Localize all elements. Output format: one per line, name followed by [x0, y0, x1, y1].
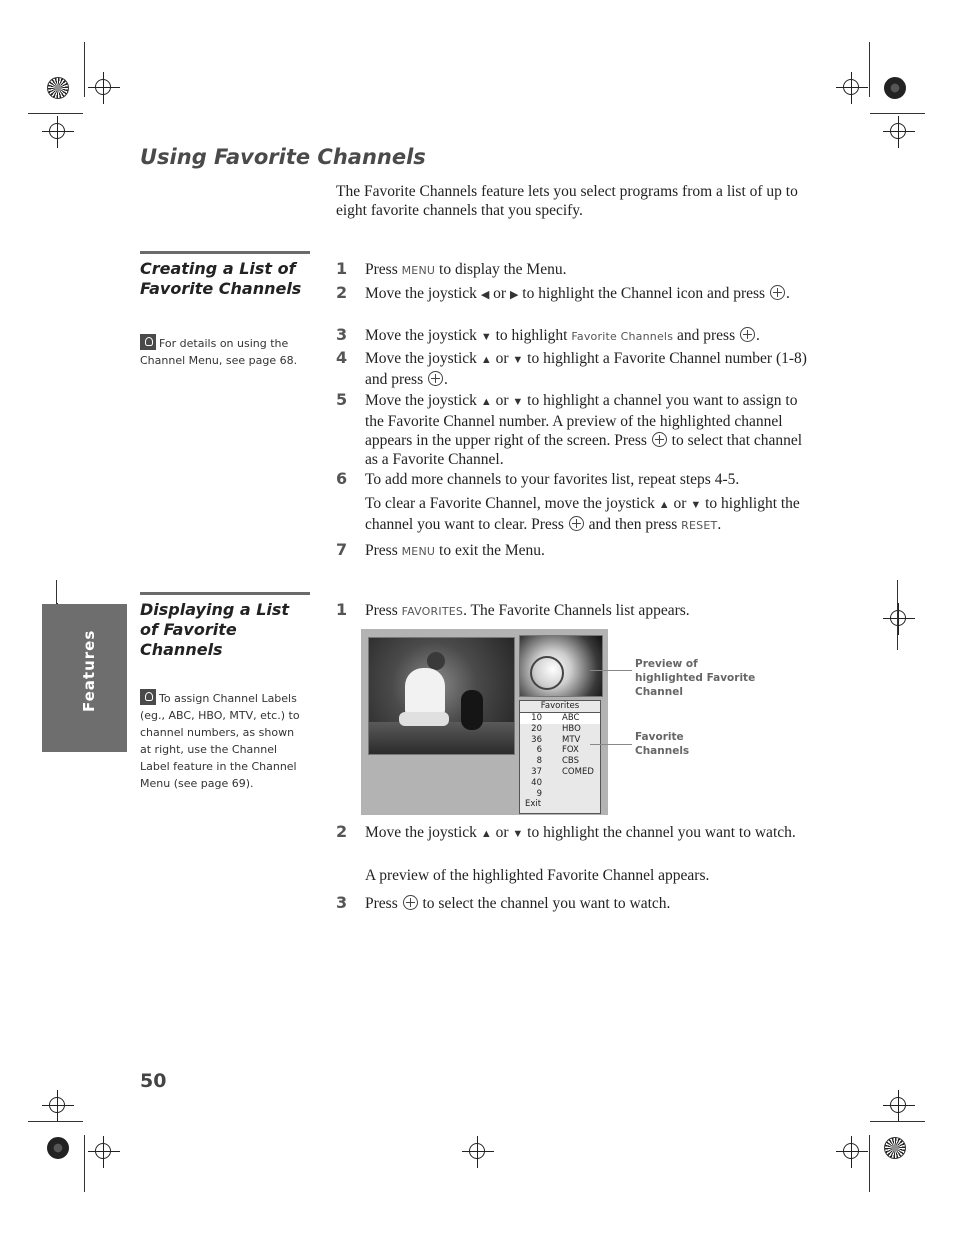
step-text: Press MENU to display the Menu. — [365, 261, 567, 278]
callout-preview: Preview of highlighted Favorite Channel — [635, 658, 756, 698]
registration-mark-icon — [884, 1137, 906, 1159]
step-number: 6 — [336, 469, 348, 488]
arrow-down-icon: ▼ — [480, 331, 492, 343]
section-rule — [140, 251, 310, 254]
crosshair-mark-icon — [95, 1143, 111, 1159]
lightbulb-tip-icon — [140, 689, 156, 705]
step-text: Press to select the channel you want to watch. — [365, 895, 671, 912]
joystick-button-icon — [740, 327, 755, 342]
step-number: 1 — [336, 259, 348, 278]
lightbulb-tip-icon — [140, 334, 156, 350]
crosshair-mark-icon — [843, 79, 859, 95]
arrow-down-icon: ▼ — [512, 354, 524, 366]
crosshair-mark-icon — [49, 1097, 65, 1113]
crop-mark — [84, 42, 85, 97]
step-text: Move the joystick ▲ or ▼ to highlight the channel you want to watch. — [365, 824, 796, 841]
arrow-up-icon: ▲ — [480, 354, 492, 366]
section-heading-displaying: Displaying a List of Favorite Channels — [140, 600, 290, 659]
section-rule — [140, 592, 310, 595]
favorites-list-title: Favorites — [520, 701, 600, 713]
joystick-button-icon — [569, 516, 584, 531]
arrow-down-icon: ▼ — [512, 828, 524, 840]
arrow-down-icon: ▼ — [512, 396, 524, 408]
arrow-down-icon: ▼ — [690, 499, 702, 511]
crosshair-mark-icon — [890, 1097, 906, 1113]
crosshair-mark-icon — [890, 610, 906, 626]
crop-mark — [28, 1121, 83, 1122]
list-item: 36 MTV — [531, 734, 581, 745]
list-item: 20 HBO — [531, 723, 581, 734]
registration-mark-icon — [884, 77, 906, 99]
arrow-up-icon: ▲ — [658, 499, 670, 511]
step-number: 2 — [336, 822, 348, 841]
favorites-list — [519, 700, 601, 814]
reset-key-label: RESET — [681, 519, 718, 532]
step-text: Press FAVORITES. The Favorite Channels list appears. — [365, 602, 690, 619]
menu-key-label: MENU — [401, 264, 436, 277]
joystick-button-icon — [652, 432, 667, 447]
step-text: Move the joystick ▼ to highlight Favorite Channels and press . — [365, 327, 760, 344]
step-text: Press MENU to exit the Menu. — [365, 542, 545, 559]
list-item: 40 — [531, 777, 542, 788]
list-item: 9 — [536, 788, 542, 799]
callout-favorites: Favorite Channels — [635, 731, 690, 757]
side-tab-label: Features — [80, 629, 98, 712]
preview-window — [519, 635, 603, 697]
crosshair-mark-icon — [95, 79, 111, 95]
crop-mark — [870, 113, 925, 114]
arrow-right-icon: ▶ — [509, 289, 519, 301]
step-number: 3 — [336, 325, 348, 344]
step-note: A preview of the highlighted Favorite Channel appears. — [365, 867, 710, 884]
callout-line — [590, 744, 632, 745]
joystick-button-icon — [770, 285, 785, 300]
menu-item-label: Favorite Channels — [571, 330, 674, 343]
page-title: Using Favorite Channels — [140, 145, 426, 169]
main-picture — [368, 637, 515, 755]
side-tab — [42, 604, 127, 752]
step-number: 7 — [336, 540, 348, 559]
crop-mark — [869, 42, 870, 97]
intro-paragraph: The Favorite Channels feature lets you select programs from a list of up to eight favorite channels that you specify. — [336, 183, 798, 219]
tip-note: To assign Channel Labels (eg., ABC, HBO, MTV, etc.) to channel numbers, as shown at right, use the Channel Label feature in the Channel Menu (see page 69). — [140, 689, 308, 792]
crosshair-mark-icon — [843, 1143, 859, 1159]
crosshair-mark-icon — [49, 123, 65, 139]
menu-key-label: MENU — [401, 545, 436, 558]
step-text: Move the joystick ◀ or ▶ to highlight the Channel icon and press . — [365, 285, 790, 302]
registration-mark-icon — [47, 77, 69, 99]
section-heading-creating: Creating a List of Favorite Channels — [140, 259, 302, 298]
step-number: 1 — [336, 600, 348, 619]
list-item: 6 FOX — [536, 745, 579, 756]
crop-mark — [869, 1135, 870, 1192]
step-text: Move the joystick ▲ or ▼ to highlight a Favorite Channel number (1-8) and press . — [365, 350, 807, 388]
step-text: Move the joystick ▲ or ▼ to highlight a channel you want to assign to the Favorite Channel number. A preview of the highlighted channel appears in the upper right of the screen. Press to select that channel as a Favorite Channel. — [365, 392, 803, 468]
joystick-button-icon — [403, 895, 418, 910]
list-item: 37 COMED — [531, 766, 594, 777]
callout-line — [590, 670, 632, 671]
tip-note: For details on using the Channel Menu, see page 68. — [140, 334, 308, 369]
arrow-up-icon: ▲ — [480, 828, 492, 840]
crosshair-mark-icon — [469, 1143, 485, 1159]
list-item: 10 ABC — [520, 713, 600, 724]
favorites-key-label: FAVORITES — [401, 605, 464, 618]
arrow-left-icon: ◀ — [480, 289, 490, 301]
step-number: 5 — [336, 390, 348, 409]
arrow-up-icon: ▲ — [480, 396, 492, 408]
crop-mark — [870, 1121, 925, 1122]
joystick-button-icon — [428, 371, 443, 386]
crop-mark — [84, 1135, 85, 1192]
registration-mark-icon — [47, 1137, 69, 1159]
list-item-exit: Exit — [525, 799, 542, 810]
list-item: 8 CBS — [536, 756, 580, 767]
crosshair-mark-icon — [890, 123, 906, 139]
tv-screen-illustration — [361, 629, 608, 815]
crop-mark — [28, 113, 83, 114]
clear-note: To clear a Favorite Channel, move the joystick ▲ or ▼ to highlight the channel you want to clear. Press and then press RESET. — [365, 495, 800, 533]
page-number: 50 — [140, 1070, 167, 1092]
step-text: To add more channels to your favorites list, repeat steps 4-5. — [365, 471, 740, 488]
step-number: 3 — [336, 893, 348, 912]
crop-mark — [897, 580, 898, 650]
step-number: 4 — [336, 348, 348, 367]
step-number: 2 — [336, 283, 348, 302]
